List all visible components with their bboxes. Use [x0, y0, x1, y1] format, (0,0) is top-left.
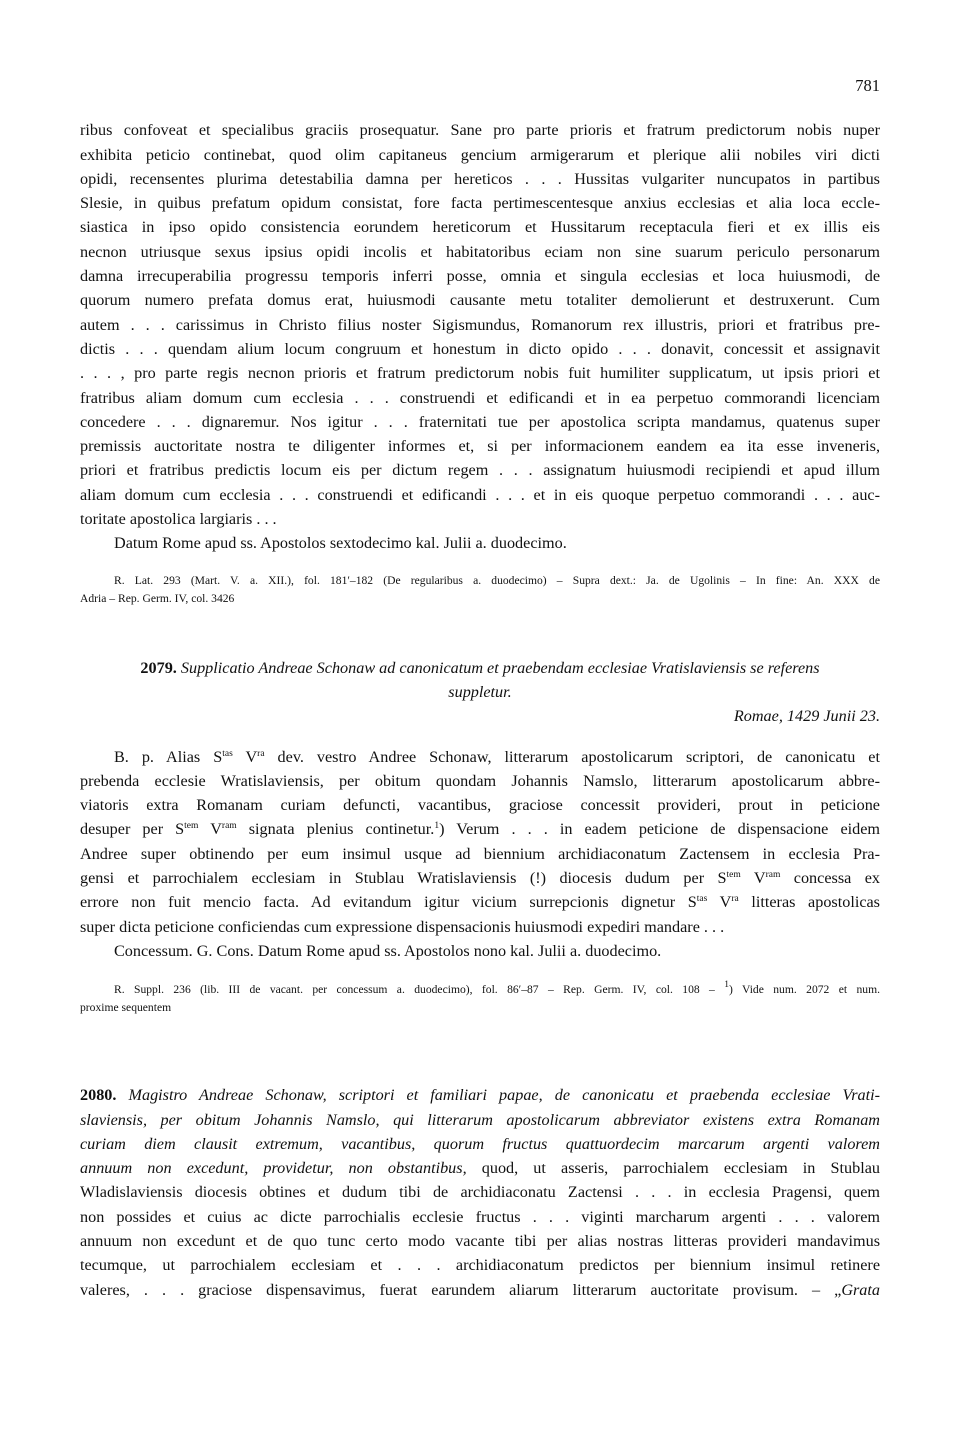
- text-run: errore non fuit mencio facta. Ad evitandum igitur vicium surrepcionis dignetur S: [80, 893, 697, 912]
- text-line: . . . , pro parte regis necnon prioris et fratrum predictorum nobis fuit humiliter supplicatum, ut ipsis priori et: [80, 364, 880, 383]
- text-line: exhibita peticio continebat, quod olim capitaneus gencium armigerarum et plerique alii nobiles viri dicti: [80, 145, 880, 164]
- text-line: non possides et cuius ac dicte parrochialis ecclesie fructus . . . viginti marcharum argenti . . . valorem: [80, 1207, 880, 1226]
- text-line: [80, 1278, 880, 1302]
- text-run: quod, ut asseris, parrochialem ecclesiam in Stublau: [466, 1159, 880, 1178]
- text-run: desuper per S: [80, 820, 185, 839]
- text-line: priori et fratribus predictis locum eis per dictum regem . . . assignatum huiusmodi recipiendi et apud illum: [80, 461, 880, 480]
- text-line: [80, 1108, 880, 1132]
- concessum-line: Concessum. G. Cons. Datum Rome apud ss. Apostolos nono kal. Julii a. duodecimo.: [114, 941, 662, 960]
- text-run: concessa ex: [780, 869, 880, 888]
- text-run: R. Suppl. 236 (lib. III de vacant. per concessum a. duodecimo), fol. 86′–87 – Rep. Germ. IV, col. 108 –: [114, 983, 725, 997]
- prev-entry-text: [80, 118, 880, 555]
- footnote-line: R. Lat. 293 (Mart. V. a. XII.), fol. 181′–182 (De regularibus a. duodecimo) – Supra dext.: Ja. de Ugolinis – In fine: An. XXX de: [114, 573, 880, 587]
- text-line: [80, 890, 880, 914]
- superscript: tem: [726, 870, 741, 881]
- entry-title: Magistro Andreae Schonaw, scriptori et familiari papae, de canonicatu et praebenda ecclesiae Vrati-: [116, 1086, 880, 1105]
- text-run: B. p. Alias S: [114, 747, 223, 766]
- superscript: tem: [184, 821, 199, 832]
- document-page: [80, 74, 880, 1302]
- text-run: V: [740, 869, 766, 888]
- superscript: ra: [731, 894, 739, 905]
- text-run: signata plenius continetur.: [236, 820, 435, 839]
- text-line: [80, 1083, 880, 1107]
- superscript: ram: [765, 870, 781, 881]
- text-line: siastica in ipso opido consistencia eorundem hereticorum et Hussitarum receptacula fieri et ex illis eis: [80, 218, 880, 237]
- footnote-line: [80, 981, 880, 999]
- text-line: concedere . . . dignaremur. Nos igitur . . . fraternitati tue per apostolica scripta mandamus, quatenus super: [80, 412, 880, 431]
- text-line: opidi, recensentes plurima detestabilia damna per hereticos . . . Hussitas vulgariter nuncupatos in partibus: [80, 169, 880, 188]
- footnote-line: proxime sequentem: [80, 1001, 172, 1015]
- text-run: gensi et parrochialem ecclesiam in Stublau Wratislaviensis (!) diocesis dudum per S: [80, 869, 727, 888]
- footnote-ref: 1: [434, 821, 440, 832]
- entry-2079: [80, 656, 880, 1018]
- text-line: [80, 1132, 880, 1156]
- entry-title: Supplicatio Andreae Schonaw ad canonicatum et praebendam ecclesiae Vratislaviensis se referens: [180, 658, 820, 677]
- entry-title-cont: suppletur.: [448, 682, 512, 701]
- superscript: ram: [221, 821, 237, 832]
- text-run: V: [198, 820, 222, 839]
- text-line: [80, 817, 880, 841]
- footnote-ref: 1: [724, 980, 729, 991]
- entry-body: [80, 745, 880, 964]
- text-line: necnon utriusque sexus ipsius opidi incolis et habitatoribus eciam non sine suarum periculo personarum: [80, 242, 880, 261]
- entry-number: 2079.: [140, 658, 177, 677]
- text-run: Grata: [841, 1280, 880, 1299]
- superscript: tas: [696, 894, 708, 905]
- text-line: Wladislaviensis diocesis obtines et dudum tibi de archidiaconatu Zactensi . . . in ecclesia Pragensi, quem: [80, 1183, 880, 1202]
- text-line: prebenda ecclesie Wratislaviensis, per obitum quondam Johannis Namslo, litterarum apostolicarum abbre-: [80, 771, 880, 790]
- text-line: autem . . . carissimus in Christo filius noster Sigismundus, Romanorum rex illustris, priori et fratribus pre-: [80, 315, 880, 334]
- text-line: tecumque, ut parrochialem ecclesiam et . . . archidiaconatum predictos per biennium insimul retinere: [80, 1256, 880, 1275]
- text-line: Slesie, in quibus prefatum opidum consistat, fore facta pertimescentesque anxius ecclesias et alia loca eccle-: [80, 194, 880, 213]
- text-line: [80, 1156, 880, 1180]
- text-line: annuum non excedunt et de quo tunc certo modo vacante tibi per alias nostras litteras provideri mandavimus: [80, 1231, 880, 1250]
- footnote-block: [80, 572, 880, 608]
- text-run: annuum non excedunt, providetur, non obstantibus,: [80, 1159, 467, 1178]
- text-line: [80, 745, 880, 769]
- entry-heading-cont: [80, 680, 880, 704]
- text-run: valeres, . . . graciose dispensavimus, fuerat earundem aliarum litterarum auctoritate provisum. – „: [80, 1280, 842, 1299]
- text-line: super dicta peticione conficiendas cum expressione dispensacionis huiusmodi expediri mandare . . .: [80, 917, 725, 936]
- footnote-line: Adria – Rep. Germ. IV, col. 3426: [80, 591, 235, 605]
- superscript: tas: [222, 748, 233, 759]
- text-line: ribus confoveat et specialibus graciis prosequatur. Sane pro parte prioris et fratrum predictorum nobis nuper: [80, 121, 880, 140]
- text-line: premissis auctoritate nostra te diligenter informes et, si per informacionem eandem ea ita esse inveneris,: [80, 437, 880, 456]
- entry-number: 2080.: [80, 1086, 117, 1105]
- text-run: V: [707, 893, 732, 912]
- text-line: dictis . . . quendam alium locum congruum et honestum in dicto opido . . . donavit, concessit et assignavit: [80, 339, 880, 358]
- text-line: toritate apostolica largiaris . . .: [80, 510, 277, 529]
- page-number: 781: [855, 76, 880, 95]
- text-line: damna irrecuperabilia progressu temporis inferri posse, omnia et singula ecclesias et loca huiusmodi, de: [80, 267, 880, 286]
- text-run: curiam diem clausit extremum, vacantibus, quorum fructus quattuordecim marcarum argenti valorem: [80, 1134, 880, 1153]
- text-run: litteras apostolicas: [738, 893, 880, 912]
- footnote-block: [80, 981, 880, 1017]
- superscript: ra: [257, 748, 265, 759]
- text-line: fratribus aliam domum cum ecclesia . . . construendi et edificandi et in ea perpetuo commorandi licenciam: [80, 388, 880, 407]
- text-run: ) Verum . . . in eadem peticione de dispensacione eidem: [439, 820, 880, 839]
- place-date-text: Romae, 1429 Junii 23.: [733, 707, 880, 726]
- text-run: dev. vestro Andree Schonaw, litterarum apostolicarum scriptori, de canonicatu et: [264, 747, 880, 766]
- text-run: ) Vide num. 2072 et num.: [729, 983, 881, 997]
- text-line: Andree super obtinendo per eum insimul usque ad biennium archidiaconatum Zactensem in ecclesia Pra-: [80, 844, 880, 863]
- text-line: [80, 866, 880, 890]
- place-date: [80, 704, 880, 728]
- entry-heading: [80, 656, 880, 680]
- entry-2080: [80, 1083, 880, 1302]
- text-line: quorum numero prefata domus erat, huiusmodi causante metu totaliter demolierunt et destruxerunt. Cum: [80, 291, 880, 310]
- text-line: aliam domum cum ecclesia . . . construendi et edificandi . . . et in eis quoque perpetuo commorandi . . . auc-: [80, 485, 880, 504]
- datum-line: Datum Rome apud ss. Apostolos sextodecimo kal. Julii a. duodecimo.: [114, 534, 567, 553]
- text-line: viatoris extra Romanam curiam defuncti, vacantibus, graciose concessit provideri, prout in peticione: [80, 796, 880, 815]
- text-run: slaviensis, per obitum Johannis Namslo, qui litterarum apostolicarum abbreviator existens extra Romanam: [80, 1110, 880, 1129]
- text-run: V: [232, 747, 258, 766]
